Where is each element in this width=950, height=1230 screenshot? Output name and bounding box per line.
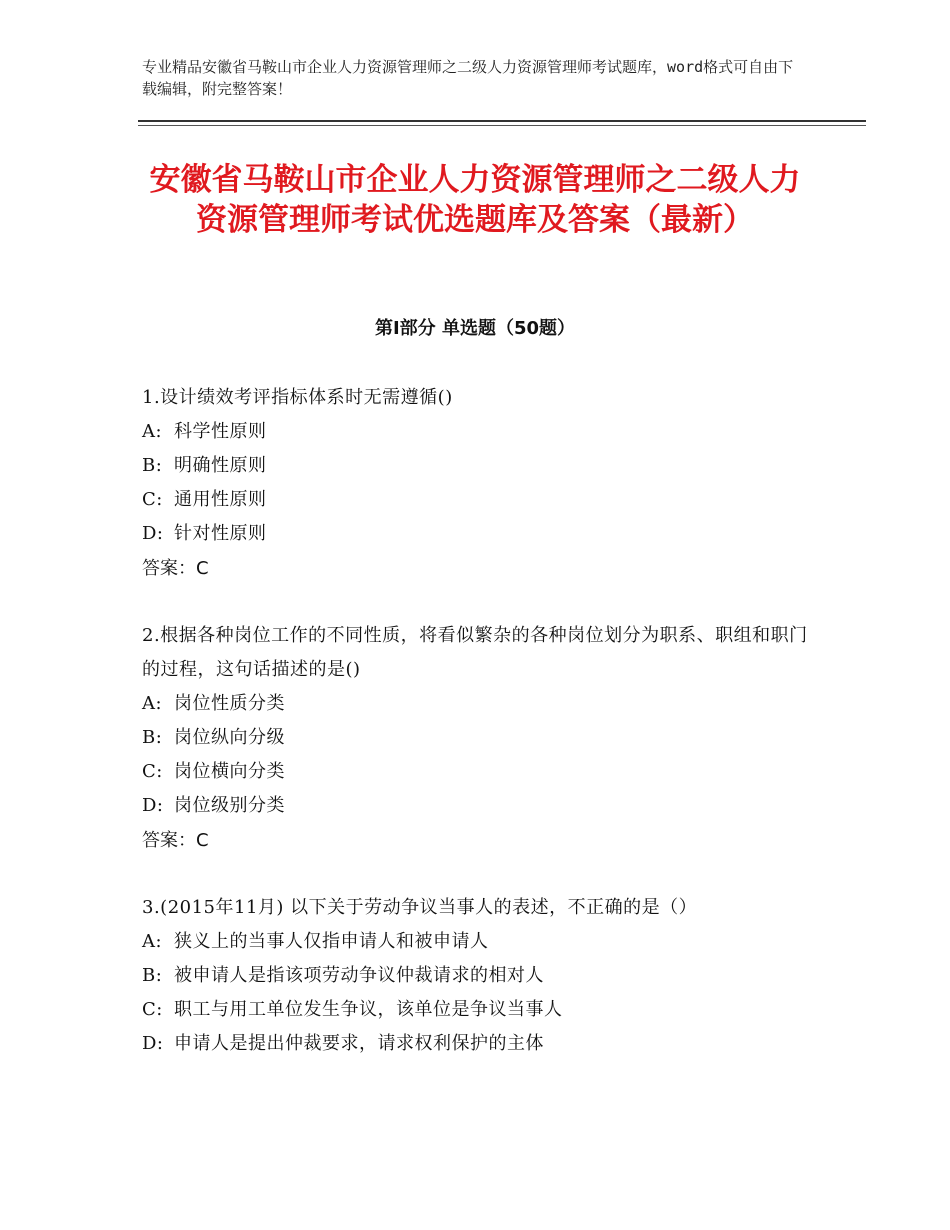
option-text: 科学性原则 xyxy=(174,421,267,442)
option-b xyxy=(142,959,822,993)
option-text: 岗位横向分类 xyxy=(174,761,285,782)
option-text: 职工与用工单位发生争议，该单位是争议当事人 xyxy=(174,999,563,1020)
option-d xyxy=(142,789,822,823)
option-a xyxy=(142,415,822,449)
header-note: 专业精品安徽省马鞍山市企业人力资源管理师之二级人力资源管理师考试题库，word格式可自由下载编辑，附完整答案！ xyxy=(142,58,794,98)
question-3 xyxy=(142,891,822,1061)
section-title: 第Ⅰ部分 单选题（50题） xyxy=(374,318,575,339)
header-divider-thin xyxy=(138,125,866,126)
option-letter: C: xyxy=(142,999,163,1020)
question-text: 2.根据各种岗位工作的不同性质，将看似繁杂的各种岗位划分为职系、职组和职门的过程，这句话描述的是() xyxy=(142,625,808,680)
option-text: 岗位性质分类 xyxy=(174,693,285,714)
option-b xyxy=(142,721,822,755)
option-a xyxy=(142,687,822,721)
option-a xyxy=(142,925,822,959)
option-d xyxy=(142,517,822,551)
option-text: 狭义上的当事人仅指申请人和被申请人 xyxy=(174,931,489,952)
option-text: 岗位级别分类 xyxy=(174,795,285,816)
option-letter: B: xyxy=(142,455,163,476)
option-letter: B: xyxy=(142,965,163,986)
option-c xyxy=(142,483,822,517)
option-letter: D: xyxy=(142,1033,164,1054)
question-list xyxy=(142,381,822,1093)
option-text: 被申请人是指该项劳动争议仲裁请求的相对人 xyxy=(174,965,544,986)
question-2 xyxy=(142,619,822,859)
option-c xyxy=(142,993,822,1027)
option-text: 通用性原则 xyxy=(174,489,267,510)
option-letter: A: xyxy=(142,693,163,714)
option-text: 申请人是提出仲裁要求，请求权利保护的主体 xyxy=(174,1033,544,1054)
option-letter: D: xyxy=(142,795,164,816)
document-title: 安徽省马鞍山市企业人力资源管理师之二级人力资源管理师考试优选题库及答案（最新） xyxy=(149,162,801,238)
option-letter: C: xyxy=(142,761,163,782)
option-letter: C: xyxy=(142,489,163,510)
answer: 答案：C xyxy=(142,558,209,579)
option-letter: B: xyxy=(142,727,163,748)
option-b xyxy=(142,449,822,483)
question-text: 1.设计绩效考评指标体系时无需遵循() xyxy=(142,387,453,408)
option-letter: A: xyxy=(142,931,163,952)
option-c xyxy=(142,755,822,789)
option-text: 针对性原则 xyxy=(174,523,267,544)
option-d xyxy=(142,1027,822,1061)
option-text: 岗位纵向分级 xyxy=(174,727,285,748)
option-text: 明确性原则 xyxy=(174,455,267,476)
answer: 答案：C xyxy=(142,830,209,851)
question-1 xyxy=(142,381,822,587)
option-letter: D: xyxy=(142,523,164,544)
question-text: 3.(2015年11月) 以下关于劳动争议当事人的表述，不正确的是（） xyxy=(142,897,698,918)
option-letter: A: xyxy=(142,421,163,442)
header-divider-thick xyxy=(138,120,866,122)
